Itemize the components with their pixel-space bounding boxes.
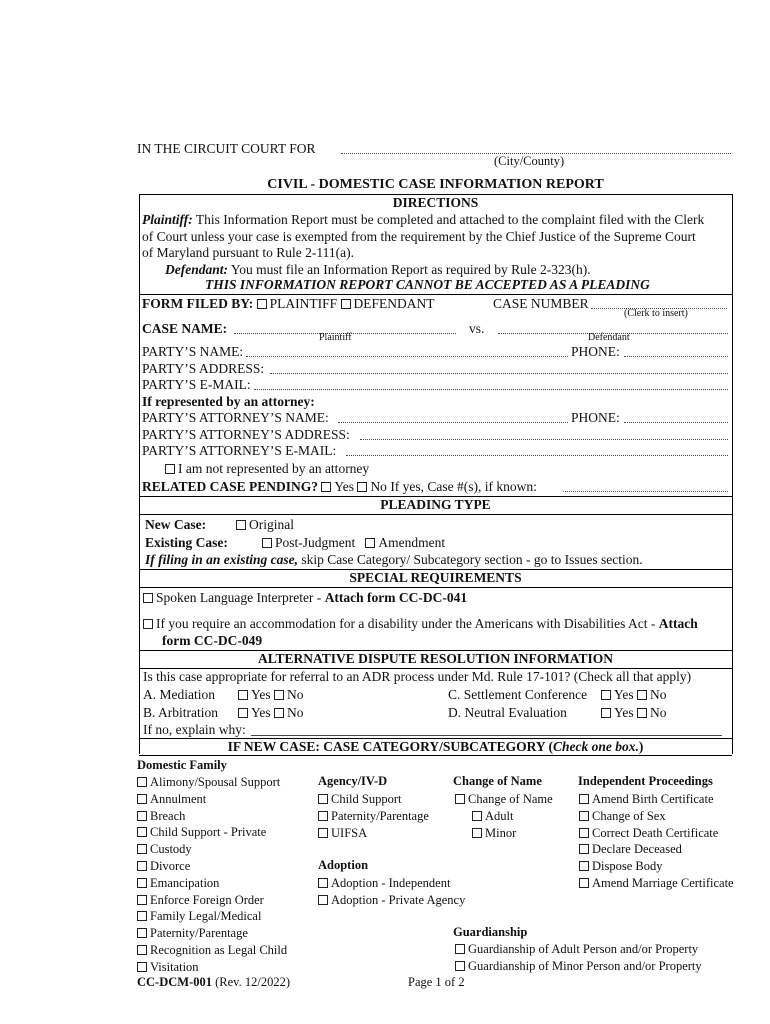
list-item[interactable]: Adoption - Independent bbox=[318, 875, 465, 892]
amendment-checkbox[interactable] bbox=[365, 538, 375, 548]
list-item[interactable]: Recognition as Legal Child bbox=[137, 942, 287, 959]
checkbox[interactable] bbox=[455, 961, 465, 971]
ada-row: If you require an accommodation for a disability under the Americans with Disabilities Act - Attach bbox=[143, 616, 698, 632]
mediation-options: Yes No bbox=[238, 687, 304, 703]
pleading-type-heading: PLEADING TYPE bbox=[380, 497, 491, 512]
attorney-email-field[interactable] bbox=[346, 455, 728, 456]
party-phone-field[interactable] bbox=[624, 356, 728, 357]
checkbox[interactable] bbox=[579, 828, 589, 838]
attorney-name-field[interactable] bbox=[338, 422, 568, 423]
list-item[interactable]: Enforce Foreign Order bbox=[137, 892, 287, 909]
ada-form: form CC-DC-049 bbox=[162, 633, 263, 648]
checkbox[interactable] bbox=[137, 794, 147, 804]
clerk-note: (Clerk to insert) bbox=[624, 308, 688, 319]
existing-case-label: Existing Case: bbox=[145, 535, 228, 550]
checkbox[interactable] bbox=[318, 811, 328, 821]
adr-question: Is this case appropriate for referral to an ADR process under Md. Rule 17-101? (Check all that apply) bbox=[143, 669, 692, 684]
post-judgment-checkbox[interactable] bbox=[262, 538, 272, 548]
defendant-caption: Defendant bbox=[588, 332, 630, 343]
list-item[interactable]: Custody bbox=[137, 841, 287, 858]
adoption-list bbox=[318, 875, 465, 909]
change-name-title: Change of Name bbox=[453, 774, 542, 788]
neutral-label: D. Neutral Evaluation bbox=[448, 705, 567, 720]
attorney-address-field[interactable] bbox=[360, 439, 728, 440]
checkbox[interactable] bbox=[137, 827, 147, 837]
party-name-field[interactable] bbox=[246, 356, 568, 357]
agency-list bbox=[318, 791, 429, 841]
related-case-row: RELATED CASE PENDING? Yes No If yes, Case #(s), if known: bbox=[142, 479, 537, 494]
party-email-label: PARTY’S E-MAIL: bbox=[142, 377, 251, 392]
list-item[interactable]: Paternity/Parentage bbox=[137, 925, 287, 942]
list-item[interactable]: Guardianship of Adult Person and/or Property bbox=[455, 941, 702, 958]
list-item[interactable]: Child Support - Private bbox=[137, 824, 287, 841]
plaintiff-directions-line2: of Court unless your case is exempted from the requirement by the Chief Justice of the Supreme Court bbox=[142, 229, 696, 244]
interpreter-checkbox[interactable] bbox=[143, 593, 153, 603]
mediation-yes-checkbox[interactable] bbox=[238, 690, 248, 700]
related-case-number-field[interactable] bbox=[563, 491, 728, 492]
arbitration-options: Yes No bbox=[238, 705, 304, 721]
checkbox[interactable] bbox=[318, 794, 328, 804]
checkbox[interactable] bbox=[579, 878, 589, 888]
adoption-title: Adoption bbox=[318, 858, 369, 872]
form-filed-by-row: FORM FILED BY: PLAINTIFF DEFENDANT bbox=[142, 296, 435, 311]
checkbox[interactable] bbox=[137, 911, 147, 921]
list-item[interactable]: Annulment bbox=[137, 791, 287, 808]
settlement-yes-checkbox[interactable] bbox=[601, 690, 611, 700]
checkbox[interactable] bbox=[137, 928, 147, 938]
list-item[interactable]: Guardianship of Minor Person and/or Property bbox=[455, 958, 702, 975]
plaintiff-directions-line1: Plaintiff: This Information Report must be completed and attached to the complaint filed with the Clerk bbox=[142, 212, 705, 227]
city-county-label: (City/County) bbox=[494, 154, 565, 168]
special-requirements-heading: SPECIAL REQUIREMENTS bbox=[349, 570, 522, 585]
party-email-field[interactable] bbox=[254, 389, 728, 390]
arbitration-yes-checkbox[interactable] bbox=[238, 708, 248, 718]
domestic-family-list bbox=[137, 774, 287, 976]
checkbox[interactable] bbox=[579, 811, 589, 821]
checkbox[interactable] bbox=[137, 844, 147, 854]
ada-checkbox[interactable] bbox=[143, 619, 153, 629]
neutral-no-checkbox[interactable] bbox=[637, 708, 647, 718]
list-item[interactable]: Amend Marriage Certificate bbox=[579, 875, 734, 892]
existing-options: Post-Judgment Amendment bbox=[262, 535, 445, 551]
interpreter-row: Spoken Language Interpreter - Attach form CC-DC-041 bbox=[143, 590, 467, 606]
checkbox[interactable] bbox=[579, 794, 589, 804]
original-option: Original bbox=[236, 517, 294, 533]
list-item[interactable]: Correct Death Certificate bbox=[579, 825, 734, 842]
defendant-checkbox[interactable] bbox=[341, 299, 351, 309]
checkbox[interactable] bbox=[137, 861, 147, 871]
explain-field[interactable] bbox=[251, 735, 722, 736]
represented-label: If represented by an attorney: bbox=[142, 394, 315, 409]
case-number-label: CASE NUMBER bbox=[493, 296, 589, 311]
list-item[interactable]: Alimony/Spousal Support bbox=[137, 774, 287, 791]
category-heading: IF NEW CASE: CASE CATEGORY/SUBCATEGORY (Check one box.) bbox=[227, 739, 644, 754]
list-item[interactable]: Family Legal/Medical bbox=[137, 908, 287, 925]
independent-list bbox=[579, 791, 734, 892]
list-item[interactable]: Divorce bbox=[137, 858, 287, 875]
checkbox[interactable] bbox=[137, 962, 147, 972]
checkbox[interactable] bbox=[579, 844, 589, 854]
agency-title: Agency/IV-D bbox=[318, 774, 388, 788]
checkbox[interactable] bbox=[579, 861, 589, 871]
attorney-email-label: PARTY’S ATTORNEY’S E-MAIL: bbox=[142, 443, 337, 458]
not-represented-checkbox[interactable] bbox=[165, 464, 175, 474]
neutral-yes-checkbox[interactable] bbox=[601, 708, 611, 718]
list-item[interactable]: Minor bbox=[455, 825, 553, 842]
list-item[interactable]: Change of Sex bbox=[579, 808, 734, 825]
independent-title: Independent Proceedings bbox=[578, 774, 713, 788]
existing-case-note: If filing in an existing case, skip Case Category/ Subcategory section - go to Issues section. bbox=[145, 552, 643, 567]
attorney-name-label: PARTY’S ATTORNEY’S NAME: bbox=[142, 410, 329, 425]
list-item[interactable]: Adoption - Private Agency bbox=[318, 892, 465, 909]
court-prefix: IN THE CIRCUIT COURT FOR bbox=[137, 141, 316, 156]
plaintiff-directions-line3: of Maryland pursuant to Rule 2-111(a). bbox=[142, 245, 354, 260]
plaintiff-caption: Plaintiff bbox=[319, 332, 352, 343]
explain-label: If no, explain why: bbox=[143, 722, 246, 737]
list-item[interactable]: Child Support bbox=[318, 791, 429, 808]
pleading-warning: THIS INFORMATION REPORT CANNOT BE ACCEPTED AS A PLEADING bbox=[205, 277, 650, 292]
attorney-phone-label: PHONE: bbox=[571, 410, 620, 425]
checkbox[interactable] bbox=[137, 895, 147, 905]
checkbox[interactable] bbox=[137, 811, 147, 821]
change-name-list bbox=[455, 791, 553, 841]
domestic-family-title: Domestic Family bbox=[137, 758, 227, 772]
defendant-directions: Defendant: You must file an Information Report as required by Rule 2-323(h). bbox=[165, 262, 591, 277]
footer-page: Page 1 of 2 bbox=[408, 975, 465, 989]
neutral-options: Yes No bbox=[601, 705, 667, 721]
guardianship-list bbox=[455, 941, 702, 975]
list-item[interactable]: Emancipation bbox=[137, 875, 287, 892]
settlement-no-checkbox[interactable] bbox=[637, 690, 647, 700]
party-name-label: PARTY’S NAME: bbox=[142, 344, 244, 359]
not-represented-row: I am not represented by an attorney bbox=[165, 461, 369, 477]
directions-heading: DIRECTIONS bbox=[392, 195, 479, 210]
list-item[interactable]: Visitation bbox=[137, 959, 287, 976]
checkbox[interactable] bbox=[472, 828, 482, 838]
footer-form-id: CC-DCM-001 (Rev. 12/2022) bbox=[137, 975, 290, 989]
list-item[interactable]: UIFSA bbox=[318, 825, 429, 842]
adr-heading: ALTERNATIVE DISPUTE RESOLUTION INFORMATION bbox=[258, 651, 613, 666]
mediation-no-checkbox[interactable] bbox=[274, 690, 284, 700]
list-item[interactable]: Breach bbox=[137, 808, 287, 825]
list-item[interactable]: Amend Birth Certificate bbox=[579, 791, 734, 808]
checkbox[interactable] bbox=[137, 878, 147, 888]
checkbox[interactable] bbox=[455, 794, 465, 804]
related-yes-checkbox[interactable] bbox=[321, 482, 331, 492]
list-item[interactable]: Dispose Body bbox=[579, 858, 734, 875]
arbitration-no-checkbox[interactable] bbox=[274, 708, 284, 718]
checkbox[interactable] bbox=[318, 828, 328, 838]
checkbox[interactable] bbox=[137, 777, 147, 787]
settlement-label: C. Settlement Conference bbox=[448, 687, 588, 702]
guardianship-title: Guardianship bbox=[453, 925, 528, 939]
new-case-label: New Case: bbox=[145, 517, 207, 532]
arbitration-label: B. Arbitration bbox=[143, 705, 218, 720]
vs-label: vs. bbox=[469, 321, 485, 336]
checkbox[interactable] bbox=[472, 811, 482, 821]
checkbox[interactable] bbox=[455, 944, 465, 954]
list-item[interactable]: Paternity/Parentage bbox=[318, 808, 429, 825]
checkbox[interactable] bbox=[137, 945, 147, 955]
attorney-address-label: PARTY’S ATTORNEY’S ADDRESS: bbox=[142, 427, 350, 442]
party-phone-label: PHONE: bbox=[571, 344, 620, 359]
case-name-label: CASE NAME: bbox=[142, 321, 228, 336]
checkbox[interactable] bbox=[318, 878, 328, 888]
mediation-label: A. Mediation bbox=[143, 687, 215, 702]
related-no-checkbox[interactable] bbox=[357, 482, 367, 492]
plaintiff-checkbox[interactable] bbox=[257, 299, 267, 309]
list-item[interactable]: Declare Deceased bbox=[579, 841, 734, 858]
checkbox[interactable] bbox=[318, 895, 328, 905]
settlement-options: Yes No bbox=[601, 687, 667, 703]
attorney-phone-field[interactable] bbox=[624, 422, 728, 423]
list-item[interactable]: Change of Name bbox=[455, 791, 553, 808]
original-checkbox[interactable] bbox=[236, 520, 246, 530]
party-address-label: PARTY’S ADDRESS: bbox=[142, 361, 265, 376]
party-address-field[interactable] bbox=[270, 373, 728, 374]
list-item[interactable]: Adult bbox=[455, 808, 553, 825]
form-title: CIVIL - DOMESTIC CASE INFORMATION REPORT bbox=[267, 177, 604, 192]
